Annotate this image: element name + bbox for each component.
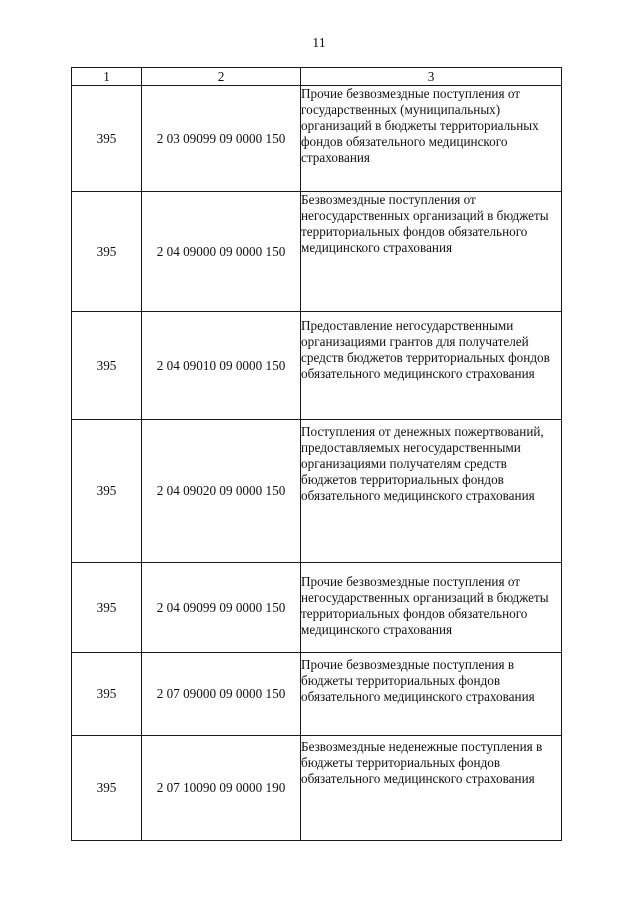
kbk-code-cell: 2 04 09020 09 0000 150 [142,420,301,563]
table-row [72,86,562,192]
table-row [72,312,562,420]
description-cell: Прочие безвозмездные поступления в бюджеты территориальных фондов обязательного медицинского страхования [301,653,562,736]
description-cell: Предоставление негосударственными организациями грантов для получателей средств бюджетов территориальных фондов обязательного медицинского страхования [301,312,562,420]
table-row [72,653,562,736]
column-header-2: 2 [142,68,301,86]
table-header-row [72,68,562,86]
kbk-code-cell: 2 03 09099 09 0000 150 [142,86,301,192]
admin-code-cell: 395 [72,563,142,653]
description-cell: Безвозмездные неденежные поступления в бюджеты территориальных фондов обязательного медицинского страхования [301,736,562,841]
admin-code-cell: 395 [72,192,142,312]
revenue-codes-table [71,67,562,841]
admin-code-cell: 395 [72,736,142,841]
admin-code-cell: 395 [72,653,142,736]
column-header-3: 3 [301,68,562,86]
description-cell: Поступления от денежных пожертвований, предоставляемых негосударственными организациями получателям средств бюджетов территориальных фондов обязательного медицинского страхования [301,420,562,563]
table-row [72,563,562,653]
kbk-code-cell: 2 04 09099 09 0000 150 [142,563,301,653]
page-number: 11 [312,36,326,51]
admin-code-cell: 395 [72,420,142,563]
admin-code-cell: 395 [72,312,142,420]
column-header-1: 1 [72,68,142,86]
description-cell: Прочие безвозмездные поступления от негосударственных организаций в бюджеты территориальных фондов обязательного медицинского страхования [301,563,562,653]
kbk-code-cell: 2 07 09000 09 0000 150 [142,653,301,736]
table-row [72,192,562,312]
description-cell: Безвозмездные поступления от негосударственных организаций в бюджеты территориальных фондов обязательного медицинского страхования [301,192,562,312]
admin-code-cell: 395 [72,86,142,192]
kbk-code-cell: 2 04 09000 09 0000 150 [142,192,301,312]
table-row [72,736,562,841]
kbk-code-cell: 2 04 09010 09 0000 150 [142,312,301,420]
table-row [72,420,562,563]
description-cell: Прочие безвозмездные поступления от государственных (муниципальных) организаций в бюджеты территориальных фондов обязательного медицинского страхования [301,86,562,192]
kbk-code-cell: 2 07 10090 09 0000 190 [142,736,301,841]
